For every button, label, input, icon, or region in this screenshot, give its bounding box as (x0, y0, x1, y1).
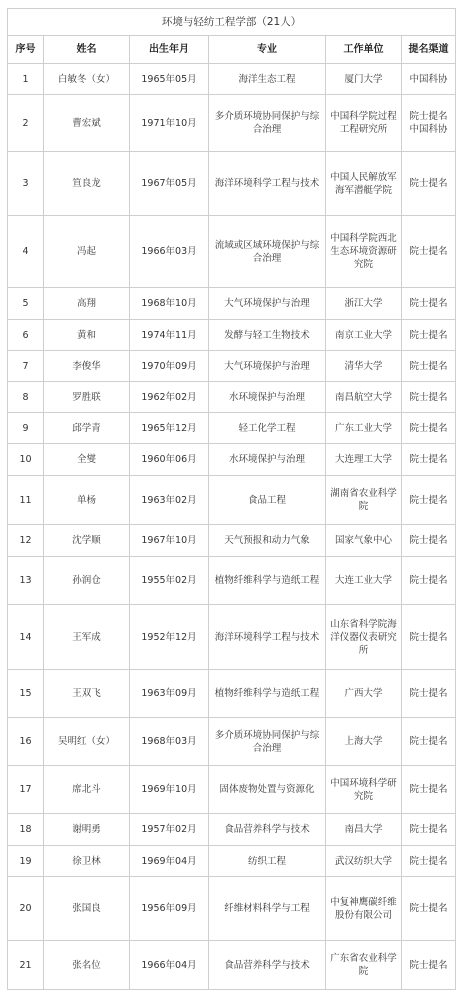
cell-channel: 中国科协 (402, 64, 456, 95)
cell-no: 11 (8, 476, 44, 525)
header-birth: 出生年月 (130, 36, 209, 64)
cell-org: 湖南省农业科学院 (326, 476, 402, 525)
cell-channel: 院士提名 (402, 814, 456, 846)
cell-name: 笪良龙 (44, 152, 130, 216)
cell-name: 徐卫林 (44, 846, 130, 877)
cell-channel: 院士提名 (402, 670, 456, 718)
cell-channel: 院士提名 (402, 846, 456, 877)
cell-channel: 院士提名 (402, 152, 456, 216)
cell-org: 厦门大学 (326, 64, 402, 95)
cell-major: 海洋生态工程 (209, 64, 326, 95)
cell-birth: 1966年03月 (130, 216, 209, 288)
cell-org: 中复神鹰碳纤维股份有限公司 (326, 877, 402, 941)
cell-name: 王军成 (44, 605, 130, 670)
table-row (8, 351, 456, 382)
table-row (8, 476, 456, 525)
table-row (8, 557, 456, 605)
cell-no: 5 (8, 288, 44, 320)
table-row (8, 444, 456, 476)
table-row (8, 288, 456, 320)
cell-name: 王双飞 (44, 670, 130, 718)
cell-org: 广东工业大学 (326, 413, 402, 444)
cell-birth: 1963年09月 (130, 670, 209, 718)
cell-major: 水环境保护与治理 (209, 382, 326, 413)
table-row (8, 320, 456, 351)
cell-no: 12 (8, 525, 44, 557)
cell-no: 17 (8, 766, 44, 814)
cell-no: 4 (8, 216, 44, 288)
cell-major: 食品营养科学与技术 (209, 814, 326, 846)
table-row (8, 718, 456, 766)
cell-channel: 院士提名 (402, 216, 456, 288)
cell-birth: 1952年12月 (130, 605, 209, 670)
header-major: 专业 (209, 36, 326, 64)
cell-major: 食品工程 (209, 476, 326, 525)
table-row (8, 64, 456, 95)
cell-no: 16 (8, 718, 44, 766)
cell-channel: 院士提名 (402, 557, 456, 605)
cell-major: 纤维材料科学与工程 (209, 877, 326, 941)
cell-major: 轻工化学工程 (209, 413, 326, 444)
table-row (8, 216, 456, 288)
table-row (8, 814, 456, 846)
cell-org: 上海大学 (326, 718, 402, 766)
cell-major: 植物纤维科学与造纸工程 (209, 670, 326, 718)
table-row (8, 95, 456, 152)
cell-channel: 院士提名 (402, 288, 456, 320)
cell-channel: 院士提名 (402, 320, 456, 351)
header-name: 姓名 (44, 36, 130, 64)
cell-name: 全燮 (44, 444, 130, 476)
cell-name: 邱学青 (44, 413, 130, 444)
cell-org: 武汉纺织大学 (326, 846, 402, 877)
cell-org: 国家气象中心 (326, 525, 402, 557)
cell-no: 9 (8, 413, 44, 444)
table-title-row (8, 9, 456, 36)
cell-birth: 1969年04月 (130, 846, 209, 877)
table-row (8, 605, 456, 670)
cell-major: 海洋环境科学工程与技术 (209, 152, 326, 216)
table-row (8, 382, 456, 413)
cell-no: 15 (8, 670, 44, 718)
cell-org: 大连理工大学 (326, 444, 402, 476)
cell-no: 19 (8, 846, 44, 877)
table-row (8, 941, 456, 990)
header-org: 工作单位 (326, 36, 402, 64)
cell-name: 孙润仓 (44, 557, 130, 605)
cell-org: 浙江大学 (326, 288, 402, 320)
cell-name: 单杨 (44, 476, 130, 525)
cell-no: 13 (8, 557, 44, 605)
cell-no: 6 (8, 320, 44, 351)
cell-name: 冯起 (44, 216, 130, 288)
cell-channel: 院士提名 (402, 351, 456, 382)
cell-birth: 1965年12月 (130, 413, 209, 444)
cell-org: 中国人民解放军海军潜艇学院 (326, 152, 402, 216)
cell-org: 广西大学 (326, 670, 402, 718)
cell-channel: 院士提名 (402, 766, 456, 814)
cell-name: 张名位 (44, 941, 130, 990)
cell-name: 高翔 (44, 288, 130, 320)
cell-channel: 院士提名 (402, 444, 456, 476)
cell-major: 发酵与轻工生物技术 (209, 320, 326, 351)
cell-org: 山东省科学院海洋仪器仪表研究所 (326, 605, 402, 670)
cell-channel: 院士提名 (402, 476, 456, 525)
cell-birth: 1966年04月 (130, 941, 209, 990)
cell-major: 食品营养科学与技术 (209, 941, 326, 990)
cell-major: 固体废物处置与资源化 (209, 766, 326, 814)
cell-birth: 1968年03月 (130, 718, 209, 766)
cell-channel: 院士提名 (402, 877, 456, 941)
nominee-table-container (7, 8, 455, 990)
cell-birth: 1970年09月 (130, 351, 209, 382)
table-title: 环境与轻纺工程学部（21人） (8, 9, 456, 36)
cell-name: 沈学顺 (44, 525, 130, 557)
cell-org: 南京工业大学 (326, 320, 402, 351)
table-row (8, 846, 456, 877)
cell-birth: 1955年02月 (130, 557, 209, 605)
cell-name: 黄和 (44, 320, 130, 351)
cell-birth: 1968年10月 (130, 288, 209, 320)
cell-org: 中国科学院西北生态环境资源研究院 (326, 216, 402, 288)
cell-major: 大气环境保护与治理 (209, 288, 326, 320)
cell-no: 20 (8, 877, 44, 941)
cell-major: 多介质环境协同保护与综合治理 (209, 718, 326, 766)
cell-birth: 1956年09月 (130, 877, 209, 941)
nominee-table (7, 8, 456, 990)
cell-major: 海洋环境科学工程与技术 (209, 605, 326, 670)
cell-org: 大连工业大学 (326, 557, 402, 605)
cell-channel: 院士提名 (402, 525, 456, 557)
cell-name: 谢明勇 (44, 814, 130, 846)
header-channel: 提名渠道 (402, 36, 456, 64)
cell-major: 大气环境保护与治理 (209, 351, 326, 382)
cell-org: 中国科学院过程工程研究所 (326, 95, 402, 152)
cell-channel: 院士提名 (402, 718, 456, 766)
cell-channel: 院士提名 (402, 605, 456, 670)
cell-channel: 院士提名 中国科协 (402, 95, 456, 152)
cell-birth: 1969年10月 (130, 766, 209, 814)
cell-birth: 1960年06月 (130, 444, 209, 476)
table-row (8, 877, 456, 941)
cell-birth: 1957年02月 (130, 814, 209, 846)
table-row (8, 766, 456, 814)
cell-channel: 院士提名 (402, 941, 456, 990)
cell-org: 广东省农业科学院 (326, 941, 402, 990)
cell-major: 植物纤维科学与造纸工程 (209, 557, 326, 605)
cell-no: 18 (8, 814, 44, 846)
table-row (8, 525, 456, 557)
cell-no: 21 (8, 941, 44, 990)
cell-birth: 1971年10月 (130, 95, 209, 152)
cell-name: 白敏冬（女） (44, 64, 130, 95)
cell-major: 天气预报和动力气象 (209, 525, 326, 557)
cell-birth: 1967年05月 (130, 152, 209, 216)
table-row (8, 413, 456, 444)
cell-major: 纺织工程 (209, 846, 326, 877)
cell-birth: 1963年02月 (130, 476, 209, 525)
cell-name: 罗胜联 (44, 382, 130, 413)
cell-name: 吴明红（女） (44, 718, 130, 766)
cell-no: 2 (8, 95, 44, 152)
cell-major: 多介质环境协同保护与综合治理 (209, 95, 326, 152)
cell-name: 曹宏斌 (44, 95, 130, 152)
cell-birth: 1965年05月 (130, 64, 209, 95)
cell-name: 李俊华 (44, 351, 130, 382)
header-no: 序号 (8, 36, 44, 64)
cell-channel: 院士提名 (402, 382, 456, 413)
cell-org: 南昌航空大学 (326, 382, 402, 413)
cell-birth: 1974年11月 (130, 320, 209, 351)
cell-name: 席北斗 (44, 766, 130, 814)
cell-birth: 1967年10月 (130, 525, 209, 557)
cell-no: 7 (8, 351, 44, 382)
cell-no: 8 (8, 382, 44, 413)
cell-birth: 1962年02月 (130, 382, 209, 413)
cell-name: 张国良 (44, 877, 130, 941)
cell-no: 3 (8, 152, 44, 216)
cell-no: 14 (8, 605, 44, 670)
table-row (8, 670, 456, 718)
cell-org: 南昌大学 (326, 814, 402, 846)
table-row (8, 152, 456, 216)
table-header-row (8, 36, 456, 64)
cell-major: 流域或区域环境保护与综合治理 (209, 216, 326, 288)
cell-channel: 院士提名 (402, 413, 456, 444)
cell-org: 清华大学 (326, 351, 402, 382)
cell-no: 1 (8, 64, 44, 95)
cell-major: 水环境保护与治理 (209, 444, 326, 476)
cell-org: 中国环境科学研究院 (326, 766, 402, 814)
cell-no: 10 (8, 444, 44, 476)
